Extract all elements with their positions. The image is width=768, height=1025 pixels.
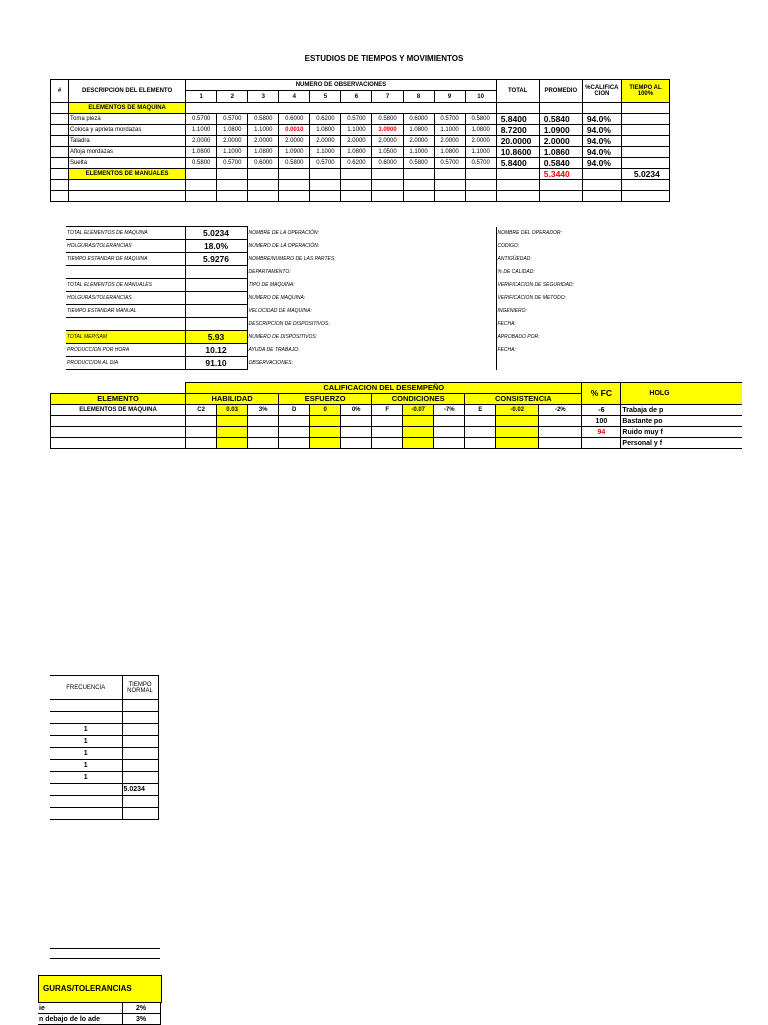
summary-label: TIEMPO ESTANDAR MANUAL <box>66 305 185 318</box>
summary-label: TOTAL MEP/SAM <box>66 331 185 344</box>
tiempo-normal-cell <box>122 736 158 748</box>
summary-row <box>66 344 670 357</box>
total-cell: 10.8600 <box>496 147 539 158</box>
obs-cell[interactable]: 0.5700 <box>310 158 341 169</box>
holguras-bottom-title: GURAS/TOLERANCIAS <box>38 975 162 1003</box>
tiempo-normal-cell <box>122 796 158 808</box>
summary-row <box>66 331 670 344</box>
obs-cell[interactable]: 1.1000 <box>434 125 465 136</box>
operator-info-label: INGENIERO: <box>496 305 670 318</box>
holg-header: HOLG <box>621 383 742 405</box>
element-name: Suelta <box>69 158 186 169</box>
promedio-cell: 2.0000 <box>539 136 582 147</box>
freq-row <box>50 784 158 796</box>
promedio-cell: 1.0900 <box>539 125 582 136</box>
holguras-bottom-table <box>38 1002 161 1025</box>
operator-info-label: CODIGO: <box>496 240 670 253</box>
freq-cell <box>50 808 122 820</box>
tiempo-normal-cell <box>122 700 158 712</box>
summary-value <box>185 266 247 279</box>
obs-cell[interactable]: 2.0000 <box>372 136 403 147</box>
elemento-header: ELEMENTO <box>51 394 186 405</box>
obs-cell[interactable]: 1.1000 <box>186 125 217 136</box>
tiempo-normal-cell <box>122 808 158 820</box>
obs-cell[interactable]: 0.5800 <box>372 114 403 125</box>
obs-cell[interactable]: 0.5700 <box>341 114 372 125</box>
holg-item: Ruido muy f <box>621 427 742 438</box>
main-table <box>50 79 670 202</box>
summary-row <box>66 240 670 253</box>
obs-cell[interactable]: 0.5800 <box>186 158 217 169</box>
obs-cell[interactable]: 1.1000 <box>341 125 372 136</box>
freq-cell: 1 <box>50 772 122 784</box>
hab-code: C2 <box>186 405 217 416</box>
tiempo-normal-header: TIEMPO NORMAL <box>122 676 158 700</box>
freq-cell <box>50 712 122 724</box>
operator-info-label: % DE CALIDAD: <box>496 266 670 279</box>
obs-cell[interactable]: 2.0000 <box>403 136 434 147</box>
obs-cell[interactable]: 0.6000 <box>403 114 434 125</box>
obs-cell[interactable]: 0.5700 <box>465 158 496 169</box>
freq-row <box>50 724 158 736</box>
obs-cell[interactable]: 1.0800 <box>248 147 279 158</box>
fc-value: -6 <box>582 405 621 416</box>
freq-cell: 1 <box>50 760 122 772</box>
summary-label: TOTAL ELEMENTOS DE MAQUINA <box>66 227 185 240</box>
obs-number: 1 <box>186 91 217 103</box>
desc-header: DESCRIPCION DEL ELEMENTO <box>69 80 186 103</box>
machine-section-label: ELEMENTOS DE MAQUINA <box>69 103 186 114</box>
rating-table <box>50 382 742 449</box>
freq-cell <box>50 700 122 712</box>
summary-row <box>66 266 670 279</box>
promedio-cell: 1.0860 <box>539 147 582 158</box>
freq-table <box>50 675 159 820</box>
obs-cell[interactable]: 0.5800 <box>465 114 496 125</box>
total-cell: 5.8400 <box>496 158 539 169</box>
obs-number: 2 <box>217 91 248 103</box>
operator-info-label: FECHA: <box>496 318 670 331</box>
summary-row <box>66 253 670 266</box>
calif-cell: 94.0% <box>582 158 621 169</box>
total-cell: 20.0000 <box>496 136 539 147</box>
obs-cell[interactable]: 2.0000 <box>310 136 341 147</box>
summary-row <box>66 357 670 370</box>
element-row <box>51 125 670 136</box>
obs-cell[interactable]: 2.0000 <box>465 136 496 147</box>
summary-label <box>66 266 185 279</box>
obs-number: 5 <box>310 91 341 103</box>
summary-value <box>185 305 247 318</box>
obs-cell[interactable]: 1.0800 <box>310 125 341 136</box>
summary-label <box>66 318 185 331</box>
operation-info-label: NUMERO DE LA OPERACIÓN: <box>248 242 320 249</box>
cons-pct: -2% <box>539 405 582 416</box>
promedio-cell: 0.5840 <box>539 114 582 125</box>
operation-info-label: NUMERO DE MAQUINA: <box>248 294 306 301</box>
obs-cell[interactable]: 1.0800 <box>186 147 217 158</box>
summary-row <box>66 292 670 305</box>
holg-item: Bastante po <box>621 416 742 427</box>
esf-code: D <box>279 405 310 416</box>
obs-cell[interactable]: 1.1000 <box>310 147 341 158</box>
fc-final: 94 <box>582 427 621 438</box>
obs-cell[interactable]: 0.6200 <box>310 114 341 125</box>
obs-cell[interactable]: 1.0800 <box>217 125 248 136</box>
obs-cell[interactable]: 0.5700 <box>434 158 465 169</box>
obs-cell[interactable]: 2.0000 <box>434 136 465 147</box>
holg-bottom-value: 2% <box>122 1003 160 1014</box>
operation-info-label: DEPARTAMENTO: <box>248 268 291 275</box>
obs-number: 7 <box>372 91 403 103</box>
holg-bottom-label: ie <box>38 1003 122 1014</box>
obs-header: NUMERO DE OBSERVACIONES <box>186 80 497 91</box>
consistencia-header: CONSISTENCIA <box>465 394 582 405</box>
freq-row <box>50 796 158 808</box>
fc-header: % FC <box>582 383 621 405</box>
operator-info-label <box>496 357 670 370</box>
promedio-header: PROMEDIO <box>539 80 582 103</box>
operator-info-label: NOMBRE DEL OPERADOR: <box>496 227 670 240</box>
summary-label: PRODUCCION POR HORA <box>66 344 185 357</box>
element-row <box>51 136 670 147</box>
obs-cell[interactable]: 1.0500 <box>372 147 403 158</box>
holg-bottom-label: n debajo de lo ade <box>38 1014 122 1025</box>
page-title: ESTUDIOS DE TIEMPOS Y MOVIMIENTOS <box>304 54 464 63</box>
manual-promedio: 5.3440 <box>539 169 582 180</box>
summary-value: 5.9276 <box>185 253 247 266</box>
summary-value <box>185 292 247 305</box>
tiempo-normal-cell <box>122 748 158 760</box>
summary-label: HOLGURAS/TOLERANCIAS <box>66 292 185 305</box>
total-cell: 8.7200 <box>496 125 539 136</box>
obs-cell[interactable]: 1.0800 <box>341 147 372 158</box>
obs-cell[interactable]: 0.5700 <box>186 114 217 125</box>
calif-header: %CALIFICA CION <box>582 80 621 103</box>
manual-section-label: ELEMENTOS DE MANUALES <box>69 169 186 180</box>
operation-info-label: TIPO DE MAQUINA: <box>248 281 295 288</box>
manual-tiempo: 5.0234 <box>621 169 669 180</box>
summary-value: 10.12 <box>185 344 247 357</box>
obs-cell[interactable]: 0.6000 <box>279 114 310 125</box>
tiempo-normal-cell <box>122 712 158 724</box>
freq-cell <box>50 784 122 796</box>
habilidad-header: HABILIDAD <box>186 394 279 405</box>
summary-label: TIEMPO ESTANDAR DE MAQUINA <box>66 253 185 266</box>
operator-info-label: VERIFICACION DE METODO: <box>496 292 670 305</box>
obs-cell[interactable]: 1.1000 <box>403 147 434 158</box>
obs-cell[interactable]: 0.6200 <box>341 158 372 169</box>
operator-info-label: APROBADO POR: <box>496 331 670 344</box>
rating-title: CALIFICACION DEL DESEMPEÑO <box>186 383 582 394</box>
hab-val[interactable]: 0.03 <box>217 405 248 416</box>
summary-row <box>66 279 670 292</box>
calif-cell: 94.0% <box>582 125 621 136</box>
cond-val[interactable]: -0.07 <box>403 405 434 416</box>
esfuerzo-header: ESFUERZO <box>279 394 372 405</box>
obs-number: 8 <box>403 91 434 103</box>
obs-number: 3 <box>248 91 279 103</box>
summary-label: PRODUCCION AL DIA <box>66 357 185 370</box>
freq-row <box>50 736 158 748</box>
operation-info-label: AYUDA DE TRABAJO: <box>248 346 300 353</box>
tiempo-header: TIEMPO AL 100% <box>621 80 669 103</box>
divider <box>50 948 160 949</box>
operation-info-label: VELOCIDAD DE MAQUINA: <box>248 307 312 314</box>
obs-cell[interactable]: 0.5800 <box>248 114 279 125</box>
operator-info-label: ANTIGÜEDAD: <box>496 253 670 266</box>
obs-cell[interactable]: 3.0900 <box>372 125 403 136</box>
esf-pct: 0% <box>341 405 372 416</box>
freq-row <box>50 748 158 760</box>
freq-row <box>50 772 158 784</box>
summary-label: HOLGURAS/TOLERANCIAS <box>66 240 185 253</box>
freq-cell: 1 <box>50 724 122 736</box>
summary-row <box>66 227 670 240</box>
fc-sum: 100 <box>582 416 621 427</box>
cons-code: E <box>465 405 496 416</box>
summary-table <box>66 226 670 370</box>
obs-cell[interactable]: 0.5700 <box>217 158 248 169</box>
freq-header: FRECUENCIA <box>50 676 122 700</box>
element-name: Coloca y aprieta mordazas <box>69 125 186 136</box>
summary-value: 18.0% <box>185 240 247 253</box>
operator-info-label: FECHA: <box>496 344 670 357</box>
freq-row <box>50 700 158 712</box>
obs-cell[interactable]: 2.0000 <box>186 136 217 147</box>
obs-cell[interactable]: 0.5700 <box>217 114 248 125</box>
operation-info-label: NOMBRE/NUMERO DE LAS PARTES: <box>248 255 336 262</box>
freq-row <box>50 712 158 724</box>
operation-info-label: NOMBRE DE LA OPERACIÓN: <box>248 229 319 236</box>
operator-info-label: VERIFICACION DE SEGURIDAD: <box>496 279 670 292</box>
summary-value <box>185 318 247 331</box>
element-row <box>51 158 670 169</box>
obs-cell[interactable]: 1.0800 <box>434 147 465 158</box>
obs-cell[interactable]: 1.0900 <box>279 147 310 158</box>
cond-code: F <box>372 405 403 416</box>
obs-cell[interactable]: 1.1000 <box>465 147 496 158</box>
element-row <box>51 147 670 158</box>
summary-value <box>185 279 247 292</box>
operation-info-label: NUMERO DE DISPOSITIVOS: <box>248 333 318 340</box>
summary-value: 91.10 <box>185 357 247 370</box>
rating-elemento: ELEMENTOS DE MAQUINA <box>51 405 186 416</box>
obs-number: 4 <box>279 91 310 103</box>
obs-cell[interactable]: 0.5700 <box>434 114 465 125</box>
obs-cell[interactable]: 2.0000 <box>217 136 248 147</box>
summary-label: TOTAL ELEMENTOS DE MANUALES <box>66 279 185 292</box>
obs-cell[interactable]: 1.1000 <box>248 125 279 136</box>
cons-val[interactable]: -0.02 <box>496 405 539 416</box>
divider <box>50 958 160 959</box>
obs-cell[interactable]: 0.5800 <box>279 158 310 169</box>
hash-header: # <box>51 80 69 103</box>
obs-cell[interactable]: 1.0800 <box>465 125 496 136</box>
obs-number: 10 <box>465 91 496 103</box>
total-cell: 5.8400 <box>496 114 539 125</box>
element-row <box>51 114 670 125</box>
element-name: Taladra <box>69 136 186 147</box>
obs-cell[interactable]: 2.0000 <box>279 136 310 147</box>
obs-cell[interactable]: 0.0010 <box>279 125 310 136</box>
promedio-cell: 0.5840 <box>539 158 582 169</box>
hab-pct: 3% <box>248 405 279 416</box>
tiempo-normal-cell <box>122 772 158 784</box>
obs-cell[interactable]: 0.6000 <box>248 158 279 169</box>
obs-number: 6 <box>341 91 372 103</box>
freq-cell: 1 <box>50 736 122 748</box>
element-name: Toma pieza <box>69 114 186 125</box>
calif-cell: 94.0% <box>582 136 621 147</box>
obs-number: 9 <box>434 91 465 103</box>
obs-cell[interactable]: 1.1000 <box>217 147 248 158</box>
total-header: TOTAL <box>496 80 539 103</box>
calif-cell: 94.0% <box>582 147 621 158</box>
obs-cell[interactable]: 2.0000 <box>248 136 279 147</box>
summary-value: 5.0234 <box>185 227 247 240</box>
calif-cell: 94.0% <box>582 114 621 125</box>
summary-value: 5.93 <box>185 331 247 344</box>
freq-row <box>50 760 158 772</box>
holg-item: Trabaja de p <box>621 405 742 416</box>
tiempo-normal-cell <box>122 760 158 772</box>
tiempo-normal-cell: 5.0234 <box>122 784 158 796</box>
freq-cell: 1 <box>50 748 122 760</box>
holg-item: Personal y f <box>621 438 742 449</box>
element-name: Afloja mordazas <box>69 147 186 158</box>
operation-info-label: DESCRIPCION DE DISPOSITIVOS: <box>248 320 330 327</box>
condiciones-header: CONDICIONES <box>372 394 465 405</box>
cond-pct: -7% <box>434 405 465 416</box>
esf-val[interactable]: 0 <box>310 405 341 416</box>
summary-row <box>66 318 670 331</box>
tiempo-normal-cell <box>122 724 158 736</box>
operation-info-label: OBSERVACIONES: <box>248 359 293 366</box>
freq-row <box>50 808 158 820</box>
freq-cell <box>50 796 122 808</box>
obs-cell[interactable]: 0.6000 <box>372 158 403 169</box>
obs-cell[interactable]: 2.0000 <box>341 136 372 147</box>
summary-row <box>66 305 670 318</box>
obs-cell[interactable]: 1.0800 <box>403 125 434 136</box>
obs-cell[interactable]: 0.5800 <box>403 158 434 169</box>
holg-bottom-value: 3% <box>122 1014 160 1025</box>
